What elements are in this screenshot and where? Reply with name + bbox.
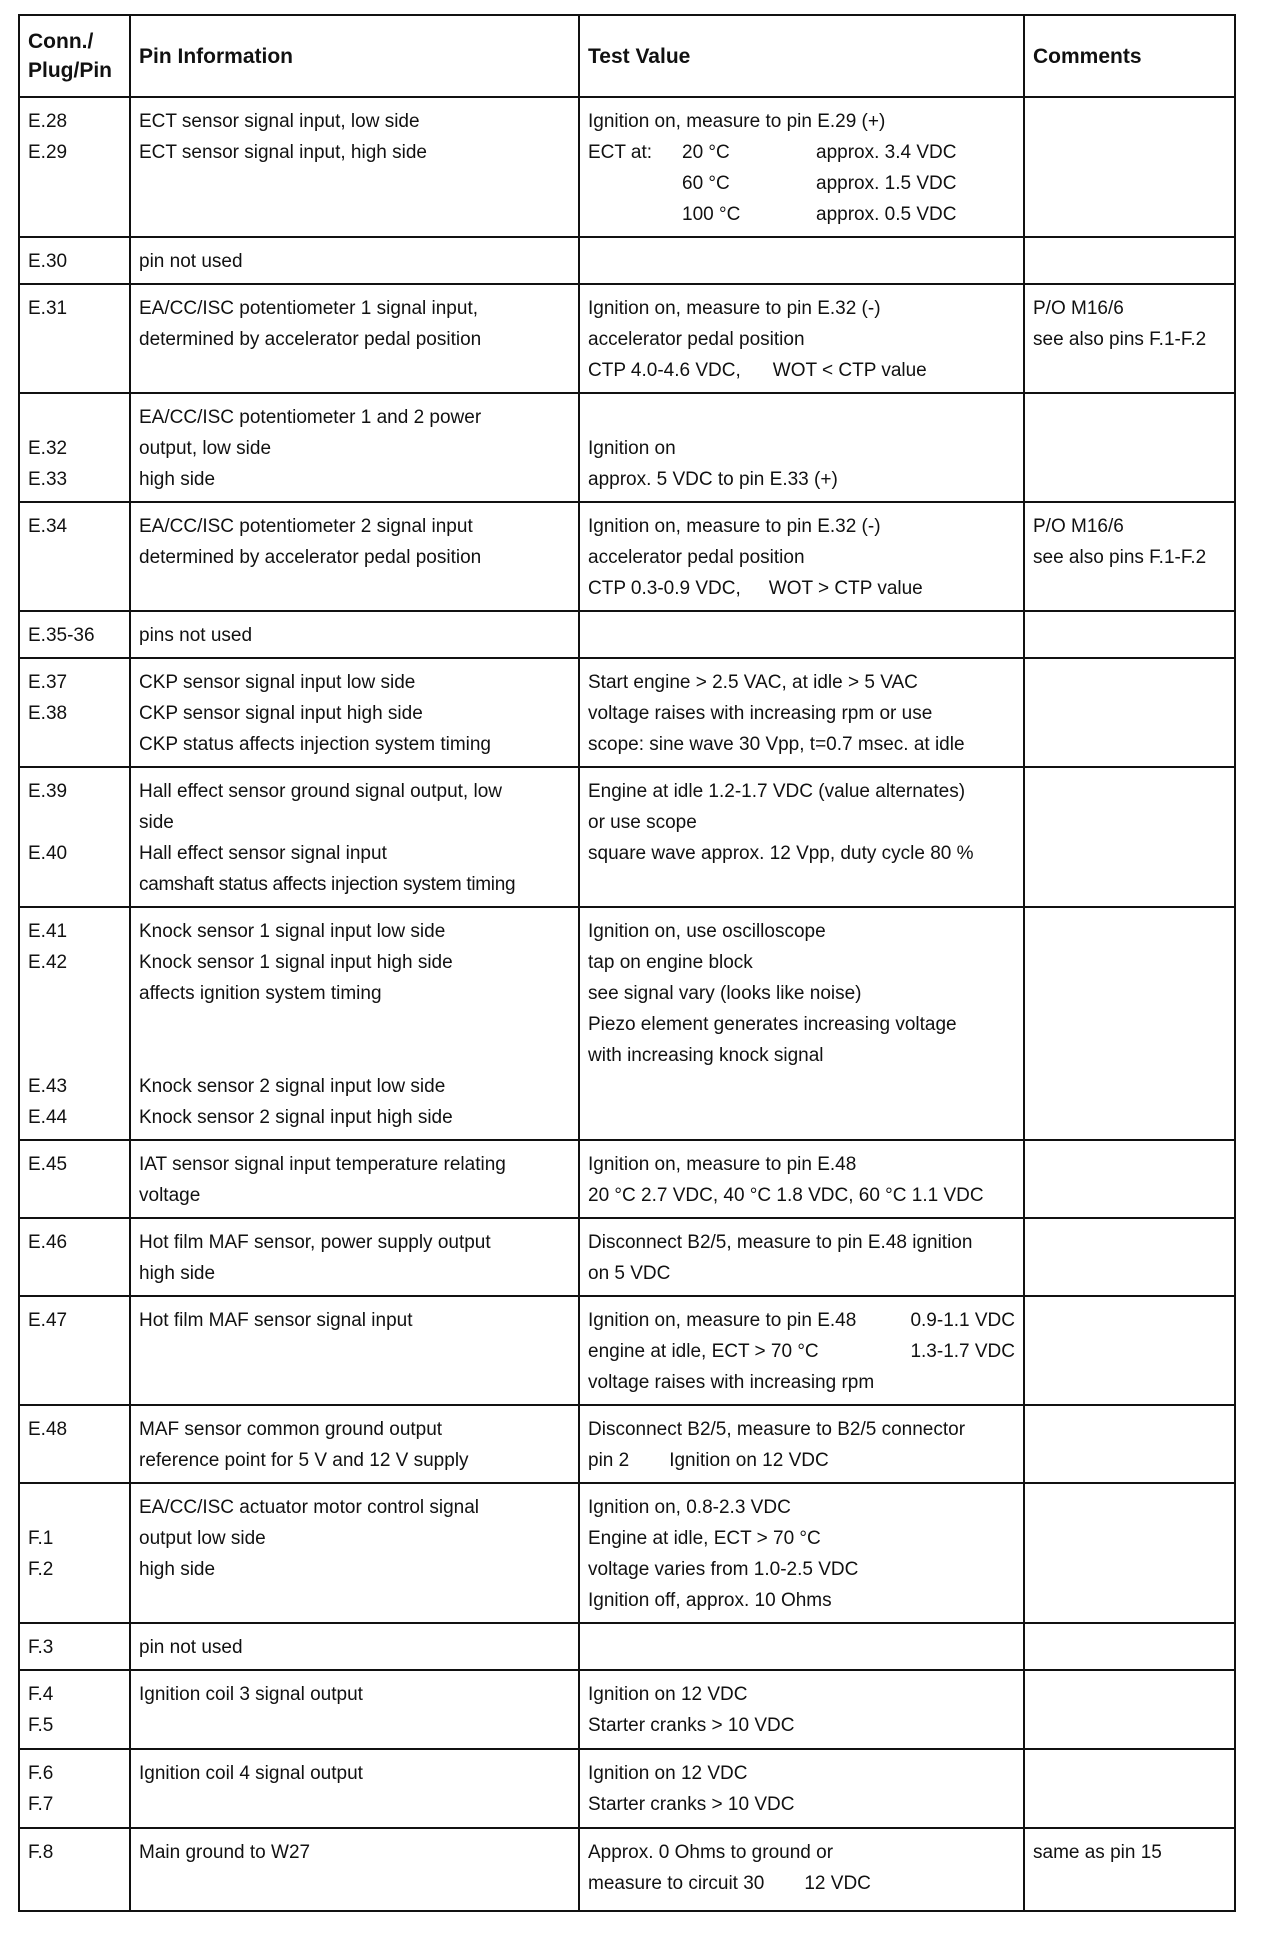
- pin-info-cell: pin not used: [130, 1623, 579, 1670]
- pin-cell: E.30: [19, 237, 130, 284]
- pin-cell: E.35-36: [19, 611, 130, 658]
- pin-info-cell: Ignition coil 3 signal output: [130, 1670, 579, 1749]
- pin-info-cell: Hot film MAF sensor signal input: [130, 1296, 579, 1405]
- pin-info-cell: EA/CC/ISC potentiometer 2 signal input determined by accelerator pedal position: [130, 502, 579, 611]
- comments-cell: [1024, 1483, 1235, 1623]
- pin-cell: E.48: [19, 1405, 130, 1483]
- comments-cell: [1024, 1405, 1235, 1483]
- pin-cell: F.6 F.7: [19, 1749, 130, 1828]
- pin-table-sheet: [18, 14, 1234, 1912]
- table-row: [19, 1749, 1235, 1828]
- pin-information-table: [18, 14, 1236, 1912]
- test-value-cell: Ignition on, measure to pin E.48 20 °C 2.7 VDC, 40 °C 1.8 VDC, 60 °C 1.1 VDC: [579, 1140, 1024, 1218]
- pin-cell: F.4 F.5: [19, 1670, 130, 1749]
- comments-cell: [1024, 237, 1235, 284]
- pin-info-cell: pins not used: [130, 611, 579, 658]
- pin-cell: E.46: [19, 1218, 130, 1296]
- test-value-cell: Ignition on, 0.8-2.3 VDC Engine at idle, ECT > 70 °C voltage varies from 1.0-2.5 VDC Ignition off, approx. 10 Ohms: [579, 1483, 1024, 1623]
- ect-value-row: 100 °C approx. 0.5 VDC: [682, 204, 957, 225]
- pin-info-cell: Ignition coil 4 signal output: [130, 1749, 579, 1828]
- table-row: [19, 393, 1235, 502]
- header-test-value: Test Value: [579, 15, 1024, 97]
- pin-info-cell: ECT sensor signal input, low side ECT sensor signal input, high side: [130, 97, 579, 237]
- comments-cell: [1024, 611, 1235, 658]
- pin-cell: E.31: [19, 284, 130, 393]
- pin-cell: E.37 E.38: [19, 658, 130, 767]
- pin-cell: E.41 E.42 E.43 E.44: [19, 907, 130, 1140]
- comments-cell: [1024, 658, 1235, 767]
- test-value-cell: Ignition on, measure to pin E.48 0.9-1.1 VDC engine at idle, ECT > 70 °C 1.3-1.7 VDC voltage raises with increasing rpm: [579, 1296, 1024, 1405]
- pin-info-cell: Knock sensor 1 signal input low side Knock sensor 1 signal input high side affects ignition system timing Knock sensor 2 signal input low side Knock sensor 2 signal input high side: [130, 907, 579, 1140]
- table-row: [19, 1623, 1235, 1670]
- test-value-cell: Ignition on 12 VDC Starter cranks > 10 VDC: [579, 1749, 1024, 1828]
- table-row: [19, 1483, 1235, 1623]
- table-row: [19, 1140, 1235, 1218]
- pin-info-cell: Main ground to W27: [130, 1828, 579, 1911]
- pin-info-cell: Hall effect sensor ground signal output, low side Hall effect sensor signal input camshaft status affects injection system timing: [130, 767, 579, 907]
- comments-cell: [1024, 97, 1235, 237]
- pin-cell: E.28 E.29: [19, 97, 130, 237]
- pin-cell: E.47: [19, 1296, 130, 1405]
- pin-info-cell: pin not used: [130, 237, 579, 284]
- table-row: [19, 502, 1235, 611]
- pin-info-cell: EA/CC/ISC actuator motor control signal output low side high side: [130, 1483, 579, 1623]
- test-value-cell: Ignition on 12 VDC Starter cranks > 10 VDC: [579, 1670, 1024, 1749]
- comments-cell: [1024, 1623, 1235, 1670]
- table-row: [19, 1296, 1235, 1405]
- test-value-cell: Approx. 0 Ohms to ground or measure to circuit 30 12 VDC: [579, 1828, 1024, 1911]
- ect-value-row: ECT at: 20 °C approx. 3.4 VDC: [588, 142, 957, 163]
- comments-cell: [1024, 1296, 1235, 1405]
- comments-cell: [1024, 1670, 1235, 1749]
- pin-cell: E.39 E.40: [19, 767, 130, 907]
- comments-cell: [1024, 1749, 1235, 1828]
- ect-value-row: 60 °C approx. 1.5 VDC: [682, 173, 957, 194]
- pin-cell: E.32 E.33: [19, 393, 130, 502]
- pin-cell: F.3: [19, 1623, 130, 1670]
- test-value-cell: Disconnect B2/5, measure to pin E.48 ignition on 5 VDC: [579, 1218, 1024, 1296]
- table-row: [19, 907, 1235, 1140]
- table-row: [19, 1670, 1235, 1749]
- header-comments: Comments: [1024, 15, 1235, 97]
- header-conn-plug-pin: Conn./ Plug/Pin: [19, 15, 130, 97]
- table-row: [19, 767, 1235, 907]
- test-value-cell: [579, 1623, 1024, 1670]
- pin-info-cell: EA/CC/ISC potentiometer 1 and 2 power output, low side high side: [130, 393, 579, 502]
- table-row: [19, 1405, 1235, 1483]
- test-value-cell: Ignition on approx. 5 VDC to pin E.33 (+): [579, 393, 1024, 502]
- comments-cell: [1024, 393, 1235, 502]
- test-value-cell: Disconnect B2/5, measure to B2/5 connector pin 2 Ignition on 12 VDC: [579, 1405, 1024, 1483]
- pin-info-cell: MAF sensor common ground output reference point for 5 V and 12 V supply: [130, 1405, 579, 1483]
- pin-info-cell: IAT sensor signal input temperature relating voltage: [130, 1140, 579, 1218]
- pin-cell: E.45: [19, 1140, 130, 1218]
- test-value-cell: Ignition on, measure to pin E.32 (-) accelerator pedal position CTP 0.3-0.9 VDC, WOT > CTP value: [579, 502, 1024, 611]
- pin-cell: F.1 F.2: [19, 1483, 130, 1623]
- pin-info-cell: EA/CC/ISC potentiometer 1 signal input, determined by accelerator pedal position: [130, 284, 579, 393]
- comments-cell: [1024, 767, 1235, 907]
- pin-cell: E.34: [19, 502, 130, 611]
- header-pin-information: Pin Information: [130, 15, 579, 97]
- table-row: [19, 658, 1235, 767]
- pin-cell: F.8: [19, 1828, 130, 1911]
- table-row: [19, 97, 1235, 237]
- comments-cell: same as pin 15: [1024, 1828, 1235, 1911]
- table-row: [19, 237, 1235, 284]
- table-row: [19, 611, 1235, 658]
- pin-info-cell: Hot film MAF sensor, power supply output high side: [130, 1218, 579, 1296]
- table-header-row: [19, 15, 1235, 97]
- table-row: [19, 284, 1235, 393]
- test-value-cell: [579, 237, 1024, 284]
- test-value-cell: Ignition on, use oscilloscope tap on engine block see signal vary (looks like noise) Piezo element generates increasing voltage with increasing knock signal: [579, 907, 1024, 1140]
- test-value-cell: Ignition on, measure to pin E.29 (+) ECT at: 20 °C approx. 3.4 VDC 60 °C approx. 1.5 VDC 100 °C approx. 0.5 VDC: [579, 97, 1024, 237]
- test-value-cell: Engine at idle 1.2-1.7 VDC (value alternates) or use scope square wave approx. 12 Vpp, duty cycle 80 %: [579, 767, 1024, 907]
- comments-cell: [1024, 1140, 1235, 1218]
- table-row: [19, 1218, 1235, 1296]
- test-value-cell: [579, 611, 1024, 658]
- test-value-cell: Ignition on, measure to pin E.32 (-) accelerator pedal position CTP 4.0-4.6 VDC, WOT < CTP value: [579, 284, 1024, 393]
- table-row: [19, 1828, 1235, 1911]
- test-value-cell: Start engine > 2.5 VAC, at idle > 5 VAC voltage raises with increasing rpm or use scope: sine wave 30 Vpp, t=0.7 msec. at idle: [579, 658, 1024, 767]
- comments-cell: P/O M16/6 see also pins F.1-F.2: [1024, 502, 1235, 611]
- pin-info-cell: CKP sensor signal input low side CKP sensor signal input high side CKP status affects injection system timing: [130, 658, 579, 767]
- comments-cell: [1024, 1218, 1235, 1296]
- comments-cell: [1024, 907, 1235, 1140]
- comments-cell: P/O M16/6 see also pins F.1-F.2: [1024, 284, 1235, 393]
